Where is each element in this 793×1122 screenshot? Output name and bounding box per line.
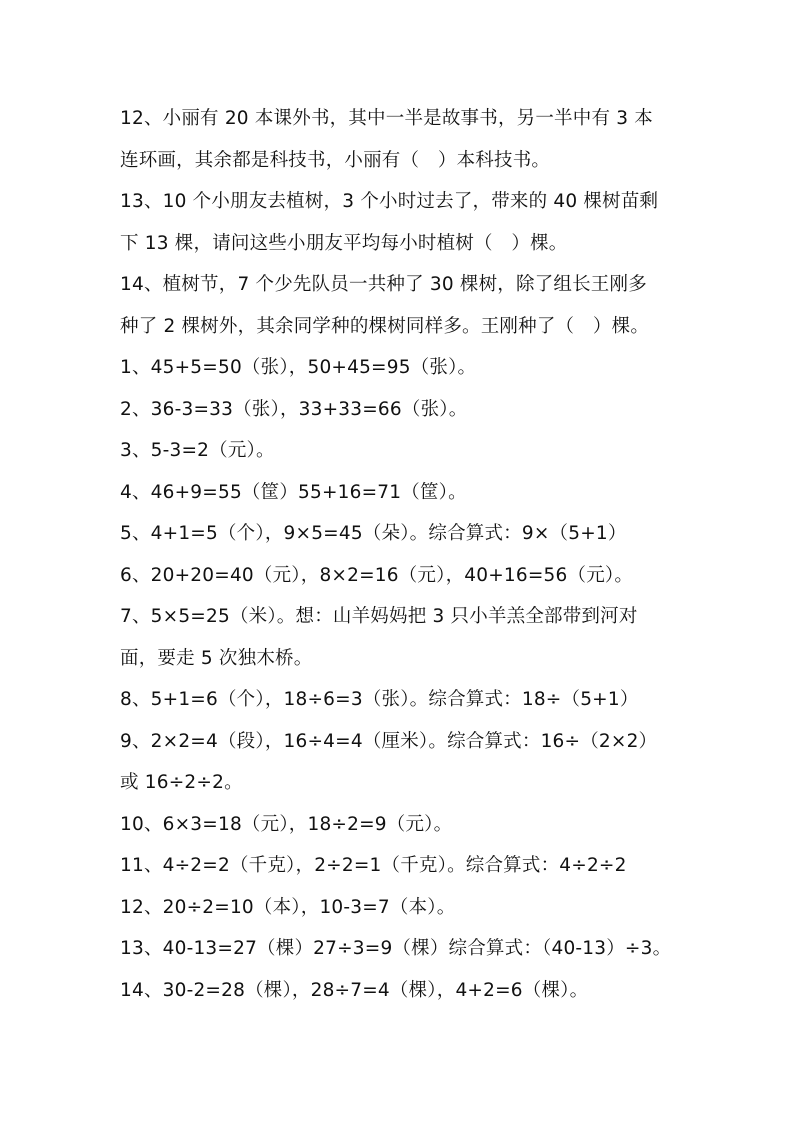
answer-4: 4、46+9=55（筐）55+16=71（筐）。 <box>120 481 467 503</box>
question-13-line-1: 13、10 个小朋友去植树，3 个小时过去了，带来的 40 棵树苗剩 <box>120 191 659 212</box>
question-13-line-2: 下 13 棵，请问这些小朋友平均每小时植树（ ）棵。 <box>120 232 568 254</box>
answer-12: 12、20÷2=10（本），10-3=7（本）。 <box>120 896 456 918</box>
answer-9-line-2: 或 16÷2÷2。 <box>120 772 243 793</box>
answer-8: 8、5+1=6（个），18÷6=3（张）。综合算式：18÷（5+1） <box>120 689 639 710</box>
question-14-line-1: 14、植树节，7 个少先队员一共种了 30 棵树，除了组长王刚多 <box>120 274 647 295</box>
answer-3: 3、5-3=2（元）。 <box>120 440 275 461</box>
answer-10: 10、6×3=18（元），18÷2=9（元）。 <box>120 813 453 835</box>
question-12-line-1: 12、小丽有 20 本课外书，其中一半是故事书，另一半中有 3 本 <box>120 108 653 129</box>
question-12-line-2: 连环画，其余都是科技书，小丽有（ ）本科技书。 <box>120 149 551 171</box>
answer-6: 6、20+20=40（元），8×2=16（元），40+16=56（元）。 <box>120 564 634 586</box>
answer-1: 1、45+5=50（张），50+45=95（张）。 <box>120 357 477 378</box>
question-14-line-2: 种了 2 棵树外，其余同学种的棵树同样多。王刚种了（ ）棵。 <box>120 315 650 337</box>
answer-14: 14、30-2=28（棵），28÷7=4（棵），4+2=6（棵）。 <box>120 979 589 1001</box>
answer-11: 11、4÷2=2（千克），2÷2=1（千克）。综合算式：4÷2÷2 <box>120 855 627 876</box>
answer-2: 2、36-3=33（张），33+33=66（张）。 <box>120 398 468 420</box>
document-body <box>120 98 680 1011</box>
answer-7-line-2: 面，要走 5 次独木桥。 <box>120 647 313 669</box>
answer-13: 13、40-13=27（棵）27÷3=9（棵）综合算式：（40-13）÷3。 <box>120 938 672 959</box>
answer-9-line-1: 9、2×2=4（段），16÷4=4（厘米）。综合算式：16÷（2×2） <box>120 730 658 752</box>
answer-5: 5、4+1=5（个），9×5=45（朵）。综合算式：9×（5+1） <box>120 523 627 544</box>
answer-7-line-1: 7、5×5=25（米）。想：山羊妈妈把 3 只小羊羔全部带到河对 <box>120 606 638 627</box>
